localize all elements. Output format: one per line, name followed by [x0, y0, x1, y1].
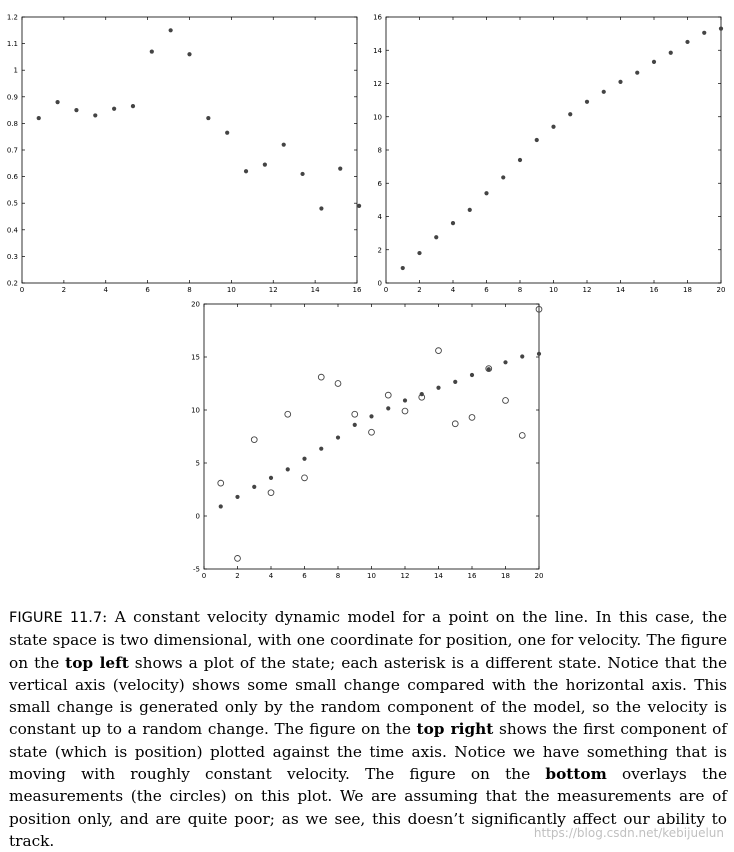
measurement-point-circle [469, 415, 475, 421]
state-point-asterisk [635, 71, 639, 75]
caption-bold-top-left: top left [65, 653, 129, 672]
plot-frame [22, 17, 357, 283]
state-point-asterisk [319, 447, 323, 451]
x-tick-label: 18 [501, 572, 510, 580]
y-tick-label: 0.4 [6, 226, 18, 235]
velocity-scatter-plot [0, 0, 370, 300]
overlay-plot-canvas [182, 296, 552, 586]
position-scatter-plot [367, 0, 734, 300]
state-point-asterisk [131, 104, 135, 108]
state-point-asterisk [74, 108, 78, 112]
caption-bold-bottom: bottom [545, 765, 607, 784]
state-point-asterisk [436, 386, 440, 390]
x-tick-label: 16 [352, 286, 362, 294]
state-point-asterisk [286, 467, 290, 471]
state-point-asterisk [225, 131, 229, 135]
state-point-asterisk [602, 90, 606, 94]
state-point-asterisk [338, 167, 342, 171]
caption-text-1: : A constant velocity dynamic model for a point on the line. In this case, the state space is two dimensional, with one coordinate for position, one for velocity. The figure on the [9, 608, 727, 672]
x-tick-label: 12 [268, 286, 278, 294]
state-point-asterisk [618, 80, 622, 84]
y-tick-label: 6 [377, 179, 382, 188]
measurement-point-circle [335, 381, 341, 387]
x-tick-label: 10 [549, 286, 558, 294]
state-point-asterisk [219, 504, 223, 508]
state-point-asterisk [319, 206, 323, 210]
x-tick-label: 20 [534, 572, 544, 580]
x-tick-label: 12 [400, 572, 410, 580]
measurement-point-circle [503, 398, 509, 404]
x-tick-label: 10 [367, 572, 376, 580]
y-tick-label: 5 [195, 459, 200, 468]
measurement-point-circle [385, 392, 391, 398]
state-point-asterisk [357, 204, 361, 208]
state-point-asterisk [652, 60, 656, 64]
x-tick-label: 10 [226, 286, 236, 294]
y-tick-label: 0.3 [6, 252, 18, 261]
x-tick-label: 6 [484, 286, 489, 294]
y-tick-label: 0 [195, 512, 200, 521]
measurement-point-circle [402, 408, 408, 414]
x-tick-label: 8 [517, 286, 523, 294]
x-tick-label: 14 [434, 572, 443, 580]
state-point-asterisk [451, 221, 455, 225]
state-point-asterisk [252, 485, 256, 489]
x-tick-label: 4 [268, 572, 274, 580]
velocity-plot-canvas [0, 0, 370, 300]
x-tick-label: 2 [417, 286, 422, 294]
state-point-asterisk [468, 208, 472, 212]
y-tick-label: 0.9 [6, 93, 18, 102]
state-point-asterisk [501, 175, 505, 179]
state-point-asterisk [169, 28, 173, 32]
y-tick-label: 1.2 [6, 13, 18, 22]
state-point-asterisk [520, 354, 524, 358]
x-tick-label: 0 [19, 286, 25, 294]
measurement-point-circle [519, 433, 525, 439]
figure-label: FIGURE 11.7 [9, 610, 103, 626]
state-point-asterisk [401, 266, 405, 270]
y-tick-label: 0.5 [6, 199, 18, 208]
state-point-asterisk [93, 113, 97, 117]
y-tick-label: 20 [191, 300, 200, 309]
measurement-point-circle [352, 411, 358, 417]
state-point-asterisk [336, 435, 340, 439]
x-tick-label: 18 [683, 286, 692, 294]
y-tick-label: 2 [377, 246, 382, 255]
y-tick-label: 12 [373, 80, 382, 88]
state-point-asterisk [470, 373, 474, 377]
x-tick-label: 0 [383, 286, 389, 294]
state-point-asterisk [302, 457, 306, 461]
x-tick-label: 6 [145, 286, 150, 294]
state-point-asterisk [537, 352, 541, 356]
x-tick-label: 16 [467, 572, 477, 580]
state-point-asterisk [269, 476, 273, 480]
y-tick-label: 16 [373, 13, 382, 22]
measurement-point-circle [369, 429, 375, 435]
caption-text-3: shows the first component of state (which is position) plotted against the time axis. Notice we have something that is moving with roughly constant velocity. The figure on the [9, 720, 728, 784]
state-point-asterisk [206, 116, 210, 120]
y-tick-label: 8 [377, 146, 382, 155]
state-point-asterisk [702, 31, 706, 35]
measurement-point-circle [436, 348, 442, 354]
caption-bold-top-right: top right [416, 720, 494, 739]
state-point-asterisk [353, 423, 357, 427]
x-tick-label: 2 [235, 572, 240, 580]
measurement-point-circle [318, 374, 324, 380]
state-point-asterisk [235, 495, 239, 499]
state-point-asterisk [150, 49, 154, 53]
y-tick-label: -5 [193, 565, 200, 574]
measurement-point-circle [218, 480, 224, 486]
state-point-asterisk [403, 398, 407, 402]
state-point-asterisk [568, 112, 572, 116]
measurement-point-circle [268, 490, 274, 496]
state-point-asterisk [300, 172, 304, 176]
measurement-point-circle [452, 421, 458, 427]
x-tick-label: 8 [335, 572, 341, 580]
state-point-asterisk [685, 40, 689, 44]
y-tick-label: 0.8 [6, 119, 18, 128]
caption-text-4: overlays the measurements (the circles) on this plot. We are assuming that the measurements are of position only, and are quite poor; as we see, this doesn’t significantly affect our ability to track. [9, 765, 728, 850]
y-tick-label: 4 [377, 213, 382, 221]
state-point-asterisk [37, 116, 41, 120]
y-tick-label: 10 [191, 406, 200, 415]
state-point-asterisk [518, 158, 522, 162]
state-point-asterisk [386, 406, 390, 410]
x-tick-label: 14 [616, 286, 625, 294]
state-point-asterisk [112, 107, 116, 111]
x-tick-label: 6 [302, 572, 307, 580]
x-tick-label: 12 [582, 286, 592, 294]
state-point-asterisk [369, 414, 373, 418]
state-point-asterisk [503, 360, 507, 364]
measurement-point-circle [285, 411, 291, 417]
figure-caption [9, 606, 727, 852]
state-point-asterisk [669, 51, 673, 55]
measurement-point-circle [235, 556, 241, 562]
state-point-asterisk [417, 251, 421, 255]
caption-text-2: shows a plot of the state; each asterisk is a different state. Notice that the vertical axis (velocity) shows some small change compared with the horizontal axis. This small change is generated only by the random component of the model, so the velocity is constant up to a random change. The figure on the [9, 653, 728, 739]
x-tick-label: 4 [450, 286, 456, 294]
y-tick-label: 0.7 [6, 146, 18, 155]
position-measurement-overlay-plot [182, 296, 552, 586]
state-point-asterisk [263, 163, 267, 167]
state-point-asterisk [585, 100, 589, 104]
x-tick-label: 0 [201, 572, 207, 580]
x-tick-label: 16 [649, 286, 659, 294]
y-tick-label: 10 [373, 113, 382, 122]
x-tick-label: 14 [310, 286, 320, 294]
state-point-asterisk [187, 52, 191, 56]
y-tick-label: 15 [191, 353, 200, 362]
y-tick-label: 0.2 [6, 279, 18, 288]
y-tick-label: 14 [373, 46, 382, 55]
state-point-asterisk [282, 143, 286, 147]
x-tick-label: 8 [187, 286, 192, 294]
x-tick-label: 4 [103, 286, 108, 294]
y-tick-label: 1 [13, 66, 18, 75]
state-point-asterisk [434, 235, 438, 239]
watermark: https://blog.csdn.net/kebijuelun [533, 826, 724, 840]
state-point-asterisk [719, 27, 723, 31]
state-point-asterisk [55, 100, 59, 104]
measurement-point-circle [302, 475, 308, 481]
y-tick-label: 1.1 [6, 40, 18, 49]
state-point-asterisk [244, 169, 248, 173]
state-point-asterisk [535, 138, 539, 142]
position-plot-canvas [367, 0, 734, 300]
plot-frame [386, 17, 721, 283]
y-tick-label: 0.6 [6, 173, 18, 182]
measurement-point-circle [251, 437, 257, 443]
state-point-asterisk [453, 380, 457, 384]
state-point-asterisk [484, 191, 488, 195]
state-point-asterisk [551, 125, 555, 129]
x-tick-label: 20 [716, 286, 726, 294]
y-tick-label: 0 [377, 279, 382, 288]
x-tick-label: 2 [61, 286, 67, 294]
